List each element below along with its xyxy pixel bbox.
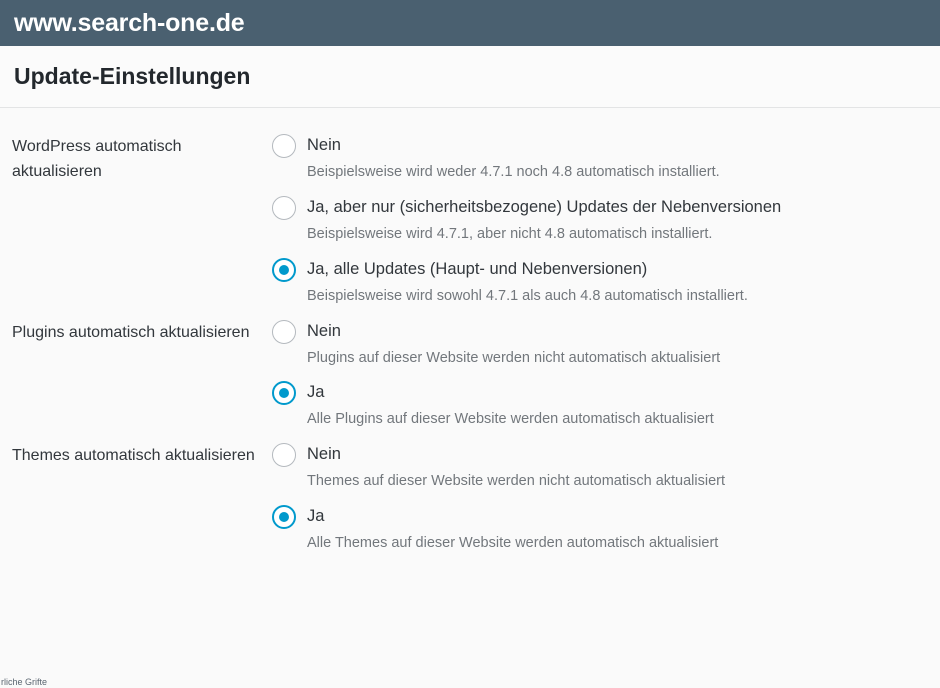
setting-label-themes: Themes automatisch aktualisieren — [12, 447, 255, 465]
setting-label-plugins: Plugins automatisch aktualisieren — [12, 323, 250, 341]
radio-icon-themes-ja[interactable] — [272, 505, 296, 529]
option-label[interactable]: Ja — [307, 383, 325, 402]
radio-icon-themes-nein[interactable] — [272, 443, 296, 467]
setting-row-themes — [0, 439, 940, 563]
option-wordpress-minor[interactable] — [272, 192, 940, 244]
radio-icon-wordpress-nein[interactable] — [272, 134, 296, 158]
settings-content — [0, 108, 940, 688]
setting-row-wordpress — [0, 130, 940, 316]
page-title: Update-Einstellungen — [14, 63, 251, 89]
radio-icon-plugins-ja[interactable] — [272, 381, 296, 405]
option-themes-nein[interactable] — [272, 439, 940, 491]
option-label[interactable]: Ja, aber nur (sicherheitsbezogene) Updates der Nebenversionen — [307, 197, 782, 216]
option-description: Alle Themes auf dieser Website werden automatisch aktualisiert — [307, 535, 719, 552]
setting-row-plugins — [0, 316, 940, 440]
radio-group-plugins — [272, 316, 940, 440]
radio-icon-wordpress-all[interactable] — [272, 258, 296, 282]
radio-group-wordpress — [272, 130, 940, 316]
radio-icon-plugins-nein[interactable] — [272, 320, 296, 344]
option-label[interactable]: Ja, alle Updates (Haupt- und Nebenversionen) — [307, 259, 648, 278]
option-label[interactable]: Ja — [307, 507, 325, 526]
option-wordpress-nein[interactable] — [272, 130, 940, 182]
option-plugins-nein[interactable] — [272, 316, 940, 368]
radio-icon-wordpress-minor[interactable] — [272, 196, 296, 220]
option-description: Beispielsweise wird 4.7.1, aber nicht 4.8 automatisch installiert. — [307, 225, 713, 242]
option-wordpress-all[interactable] — [272, 254, 940, 306]
radio-group-themes — [272, 439, 940, 563]
option-label[interactable]: Nein — [307, 136, 341, 155]
setting-label-wordpress: WordPress automatisch aktualisieren — [12, 138, 182, 180]
option-description: Themes auf dieser Website werden nicht automatisch aktualisiert — [307, 473, 726, 490]
option-description: Beispielsweise wird weder 4.7.1 noch 4.8 automatisch installiert. — [307, 164, 720, 180]
titlebar — [0, 0, 940, 46]
option-label[interactable]: Nein — [307, 445, 341, 464]
option-themes-ja[interactable] — [272, 501, 940, 553]
option-description: Alle Plugins auf dieser Website werden automatisch aktualisiert — [307, 411, 714, 428]
option-label[interactable]: Nein — [307, 321, 341, 340]
page-header — [0, 46, 940, 108]
site-name: www.search-one.de — [14, 8, 245, 37]
option-description: Beispielsweise wird sowohl 4.7.1 als auch 4.8 automatisch installiert. — [307, 287, 748, 304]
option-plugins-ja[interactable] — [272, 377, 940, 429]
footer-partial-text: rliche Grifte — [1, 677, 48, 687]
option-description: Plugins auf dieser Website werden nicht automatisch aktualisiert — [307, 349, 721, 366]
